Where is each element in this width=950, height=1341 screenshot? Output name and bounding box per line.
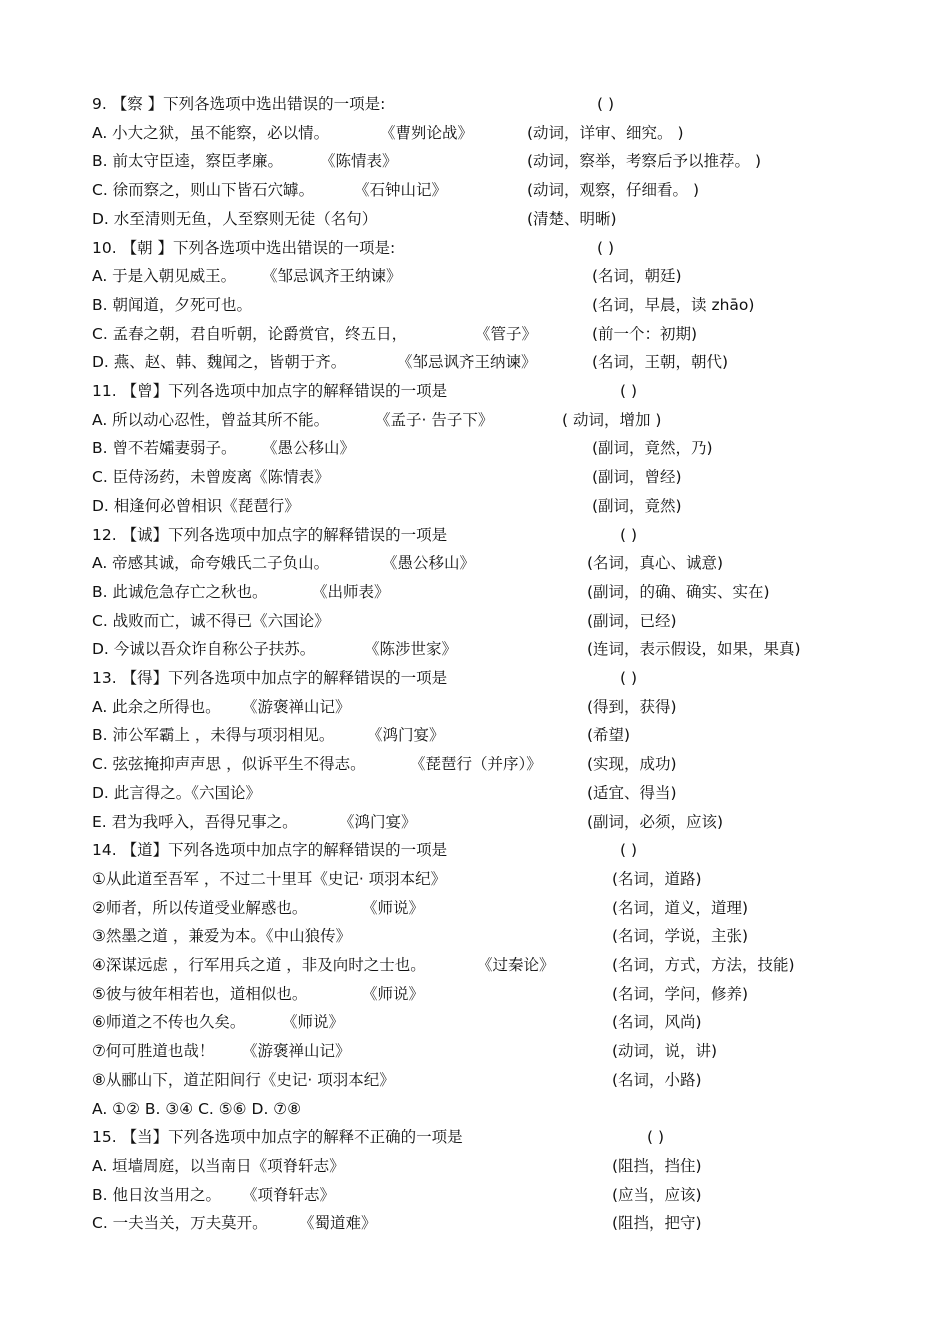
text-line [92, 406, 912, 434]
line-annotation: (副词，竟然，乃) [592, 439, 713, 458]
line-source: 《师说》 [282, 1013, 345, 1032]
line-text: ⑧从郦山下，道芷阳间行《史记· 项羽本纪》 [92, 1070, 395, 1089]
line-annotation: ( ) [597, 238, 615, 257]
line-annotation: (副词，竟然) [592, 496, 682, 515]
line-text: C. 弦弦掩抑声声思 ，似诉平生不得志。 [92, 755, 366, 774]
line-annotation: (阻挡，把守) [612, 1214, 702, 1233]
line-annotation: (适宜、得当) [587, 783, 677, 802]
text-line [92, 750, 912, 778]
line-annotation: (应当，应该) [612, 1185, 702, 1204]
line-source: 《邹忌讽齐王纳谏》 [397, 353, 537, 372]
line-source: 《项脊轩志》 [242, 1185, 336, 1204]
text-line [92, 176, 912, 204]
text-line [92, 607, 912, 635]
text-line [92, 434, 912, 462]
line-source: 《愚公移山》 [382, 554, 476, 573]
text-line [92, 348, 912, 376]
line-text: B. 朝闻道，夕死可也。 [92, 295, 252, 314]
line-annotation: (动词，察举，考察后予以推荐。 ) [527, 152, 762, 171]
line-text: 14. 【道】下列各选项中加点字的解释错误的一项是 [92, 841, 448, 860]
line-annotation: (名词，真心、诚意) [587, 554, 724, 573]
line-text: B. 前太守臣逵，察臣孝廉。 [92, 152, 283, 171]
line-text: C. 臣侍汤药，未曾废离《陈情表》 [92, 468, 330, 487]
line-source: 《出师表》 [312, 582, 390, 601]
line-annotation: (清楚、明晰) [527, 209, 617, 228]
text-line [92, 836, 912, 864]
text-line [92, 721, 912, 749]
line-text: C. 战败而亡，诚不得已《六国论》 [92, 611, 330, 630]
line-text: 11. 【曾】下列各选项中加点字的解释错误的一项是 [92, 382, 448, 400]
line-text: A. 此余之所得也。 [92, 697, 221, 716]
line-annotation: (得到，获得) [587, 697, 677, 716]
line-text: D. 今诚以吾众诈自称公子扶苏。 [92, 640, 316, 659]
line-source: 《游褒禅山记》 [242, 697, 351, 716]
text-line [92, 894, 912, 922]
line-text: D. 相逢何必曾相识《琵琶行》 [92, 496, 300, 515]
line-text: A. 于是入朝见威王。 [92, 267, 237, 286]
line-annotation: (名词，王朝，朝代) [592, 353, 729, 372]
text-line [92, 980, 912, 1008]
text-line [92, 262, 912, 290]
line-source: 《邹忌讽齐王纳谏》 [262, 267, 402, 286]
line-annotation: (希望) [587, 726, 631, 745]
line-annotation: (名词，道义，道理) [612, 898, 749, 917]
text-line [92, 865, 912, 893]
text-line [92, 205, 912, 233]
text-line [92, 1209, 912, 1237]
line-annotation: ( ) [597, 95, 615, 113]
line-source: 《孟子· 告子下》 [375, 410, 494, 429]
line-annotation: (连词，表示假设，如果，果真) [587, 640, 801, 659]
line-source: 《琵琶行（并序）》 [410, 755, 542, 774]
line-annotation: (副词，必须，应该) [587, 812, 724, 831]
line-text: D. 燕、赵、韩、魏闻之，皆朝于齐。 [92, 353, 347, 372]
line-annotation: ( ) [647, 1128, 665, 1147]
line-annotation: (副词，的确、确实、实在) [587, 582, 770, 601]
line-text: 15. 【当】下列各选项中加点字的解释不正确的一项是 [92, 1128, 463, 1147]
line-text: 13. 【得】下列各选项中加点字的解释错误的一项是 [92, 669, 448, 687]
text-line [92, 1008, 912, 1036]
line-source: 《愚公移山》 [262, 439, 356, 458]
line-text: 12. 【诚】下列各选项中加点字的解释错误的一项是 [92, 525, 448, 544]
line-text: C. 徐而察之，则山下皆石穴罅。 [92, 181, 315, 200]
line-annotation: (名词，学问，修养) [612, 984, 749, 1003]
text-line [92, 377, 912, 405]
line-text: B. 此诚危急存亡之秋也。 [92, 582, 268, 601]
line-text: B. 他日汝当用之。 [92, 1185, 221, 1204]
line-text: ①从此道至吾军 ，不过二十里耳《史记· 项羽本纪》 [92, 869, 447, 888]
line-annotation: (实现，成功) [587, 755, 677, 774]
line-annotation: (副词，曾经) [592, 468, 682, 487]
text-line [92, 147, 912, 175]
line-text: B. 曾不若孀妻弱子。 [92, 439, 237, 458]
line-source: 《师说》 [362, 898, 425, 917]
line-source: 《过秦论》 [477, 956, 555, 974]
text-line [92, 1037, 912, 1065]
line-text: ③然墨之道 ，兼爱为本。《中山狼传》 [92, 927, 352, 946]
line-source: 《陈情表》 [320, 152, 398, 171]
text-line [92, 635, 912, 663]
text-line [92, 291, 912, 319]
text-line [92, 119, 912, 147]
line-source: 《师说》 [362, 984, 425, 1003]
line-annotation: (阻挡，挡住) [612, 1156, 702, 1175]
line-text: D. 水至清则无鱼，人至察则无徒（名句） [92, 209, 378, 228]
text-line [92, 578, 912, 606]
text-line [92, 693, 912, 721]
line-text: A. 小大之狱，虽不能察，必以情。 [92, 123, 330, 142]
line-source: 《曹刿论战》 [380, 123, 474, 142]
line-annotation: (名词，方式，方法，技能) [612, 956, 795, 974]
text-line [92, 234, 912, 262]
line-text: C. 孟春之朝，君自听朝，论爵赏官，终五日， [92, 324, 408, 343]
text-line [92, 463, 912, 491]
line-source: 《石钟山记》 [354, 181, 448, 200]
line-annotation: ( ) [620, 525, 638, 544]
line-annotation: (名词，道路) [612, 869, 702, 888]
line-text: C. 一夫当关，万夫莫开。 [92, 1214, 268, 1233]
text-line [92, 320, 912, 348]
text-line [92, 1181, 912, 1209]
text-line [92, 521, 912, 549]
line-source: 《管子》 [475, 324, 538, 343]
line-text: B. 沛公军霸上 ，未得与项羽相见。 [92, 726, 335, 745]
line-text: ④深谋远虑 ，行军用兵之道 ，非及向时之士也。 [92, 956, 426, 974]
line-annotation: ( 动词，增加 ) [562, 410, 662, 429]
line-source: 《鸿门宴》 [339, 812, 417, 831]
line-annotation: (动词，说，讲) [612, 1042, 718, 1061]
line-text: ⑤彼与彼年相若也，道相似也。 [92, 984, 308, 1003]
text-line [92, 90, 912, 118]
line-annotation: ( ) [620, 669, 638, 687]
line-text: ②师者，所以传道受业解惑也。 [92, 898, 308, 917]
line-annotation: (名词，早晨，读 zhāo) [592, 295, 755, 314]
line-source: 《陈涉世家》 [364, 640, 458, 659]
line-text: ⑥师道之不传也久矣。 [92, 1013, 246, 1032]
text-line [92, 922, 912, 950]
line-annotation: ( ) [620, 382, 638, 400]
text-line [92, 951, 912, 979]
line-annotation: (动词，观察，仔细看。 ) [527, 181, 700, 200]
line-annotation: ( ) [620, 841, 638, 860]
line-annotation: (名词，小路) [612, 1070, 702, 1089]
line-annotation: (副词，已经) [587, 611, 677, 630]
text-line [92, 1152, 912, 1180]
line-text: A. 所以动心忍性，曾益其所不能。 [92, 410, 330, 429]
text-line [92, 549, 912, 577]
text-line [92, 1066, 912, 1094]
line-annotation: (动词，详审、细究。 ) [527, 123, 684, 142]
line-text: D. 此言得之。《六国论》 [92, 783, 262, 802]
text-line [92, 779, 912, 807]
text-line [92, 808, 912, 836]
line-text: E. 君为我呼入，吾得兄事之。 [92, 812, 298, 831]
line-annotation: (名词，风尚) [612, 1013, 702, 1032]
line-source: 《游褒禅山记》 [242, 1042, 351, 1061]
line-text: 9. 【察 】下列各选项中选出错误的一项是: [92, 95, 386, 113]
line-text: ⑦何可胜道也哉！ [92, 1042, 215, 1061]
line-source: 《鸿门宴》 [367, 726, 445, 745]
text-line [92, 664, 912, 692]
line-text: 10. 【朝 】下列各选项中选出错误的一项是: [92, 238, 396, 257]
line-text: A. 帝感其诚，命夸娥氏二子负山。 [92, 554, 330, 573]
line-text: A. ①② B. ③④ C. ⑤⑥ D. ⑦⑧ [92, 1099, 302, 1118]
line-source: 《蜀道难》 [299, 1214, 377, 1233]
text-line [92, 492, 912, 520]
text-line [92, 1095, 912, 1123]
text-line [92, 1123, 912, 1151]
line-text: A. 垣墙周庭，以当南日《项脊轩志》 [92, 1156, 345, 1175]
line-annotation: (前一个：初期) [592, 324, 698, 343]
line-annotation: (名词，朝廷) [592, 267, 682, 286]
line-annotation: (名词，学说，主张) [612, 927, 749, 946]
